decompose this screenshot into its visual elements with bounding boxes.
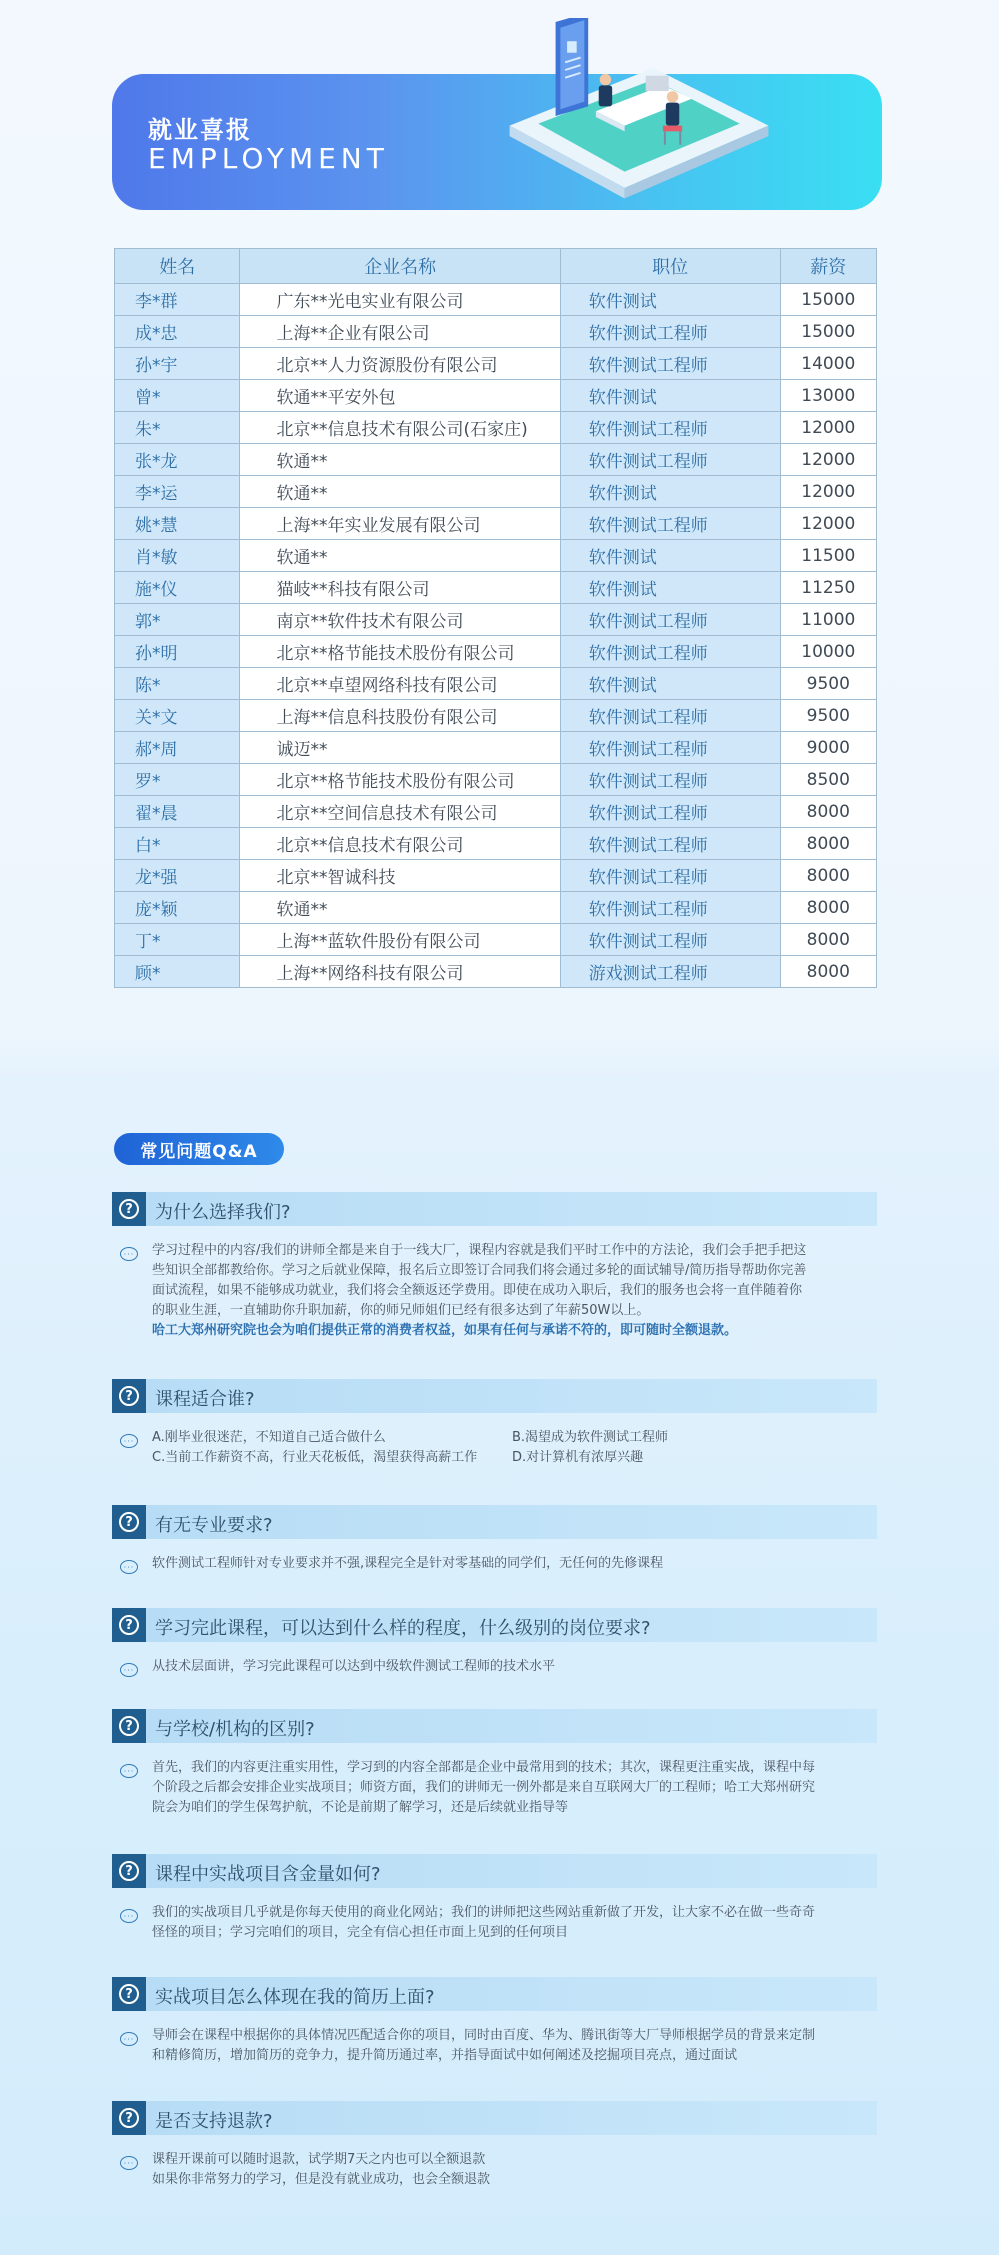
employee-name: 朱* (115, 412, 240, 444)
faq-question: 与学校/机构的区别? (155, 1719, 315, 1740)
employee-name: 孙*宇 (115, 348, 240, 380)
salary: 15000 (780, 284, 876, 316)
table-row (115, 508, 877, 540)
employment-table (114, 248, 877, 988)
job-position: 软件测试 (560, 284, 780, 316)
faq-answer-line: 课程开课前可以随时退款，试学期7天之内也可以全额退款 (152, 2152, 486, 2167)
salary: 12000 (780, 508, 876, 540)
faq-answer (152, 2026, 872, 2066)
faq-answer-line: 我们的实战项目几乎就是你每天使用的商业化网站；我们的讲师把这些网站重新做了开发，让大家不必在做一些奇奇 (152, 1905, 816, 1920)
employee-name: 关*文 (115, 700, 240, 732)
company-name: 软通** (240, 444, 560, 476)
faq-answer-line: 个阶段之后都会安排企业实战项目；师资方面，我们的讲师无一例外都是来自互联网大厂的工程师；哈工大郑州研究 (152, 1780, 816, 1795)
employee-name: 丁* (115, 924, 240, 956)
salary: 15000 (780, 316, 876, 348)
question-icon: ? (112, 1192, 146, 1226)
salary: 9500 (780, 668, 876, 700)
job-position: 软件测试工程师 (560, 828, 780, 860)
faq-answer-line: 如果你非常努力的学习，但是没有就业成功，也会全额退款 (152, 2172, 491, 2187)
banner-subtitle: EMPLOYMENT (148, 142, 389, 175)
salary: 8000 (780, 860, 876, 892)
chat-bubble-icon: ··· (120, 1434, 138, 1448)
chat-bubble-icon: ··· (120, 2156, 138, 2170)
job-position: 软件测试工程师 (560, 796, 780, 828)
table-row (115, 540, 877, 572)
table-row (115, 476, 877, 508)
job-position: 软件测试工程师 (560, 860, 780, 892)
job-position: 软件测试工程师 (560, 412, 780, 444)
faq-question: 课程中实战项目含金量如何? (155, 1864, 381, 1885)
table-row (115, 732, 877, 764)
employee-name: 李*运 (115, 476, 240, 508)
employee-name: 肖*敏 (115, 540, 240, 572)
employee-name: 白* (115, 828, 240, 860)
question-icon: ? (112, 1379, 146, 1413)
table-row (115, 284, 877, 316)
chat-bubble-icon: ··· (120, 1764, 138, 1778)
faq-option: D.对计算机有浓厚兴趣 (512, 1450, 644, 1465)
table-row (115, 348, 877, 380)
table-row (115, 860, 877, 892)
job-position: 软件测试工程师 (560, 764, 780, 796)
salary: 8000 (780, 796, 876, 828)
table-row (115, 316, 877, 348)
faq-question: 实战项目怎么体现在我的简历上面? (155, 1987, 435, 2008)
job-position: 软件测试工程师 (560, 892, 780, 924)
table-header-row (115, 249, 877, 284)
employee-name: 郭* (115, 604, 240, 636)
company-name: 上海**年实业发展有限公司 (240, 508, 560, 540)
job-position: 软件测试 (560, 668, 780, 700)
company-name: 上海**网络科技有限公司 (240, 956, 560, 988)
faq-answer-line: 软件测试工程师针对专业要求并不强,课程完全是针对零基础的同学们，无任何的先修课程 (152, 1556, 664, 1571)
table-row (115, 604, 877, 636)
faq-answer-line: 些知识全部都教给你。学习之后就业保障，报名后立即签订合同我们将会通过多轮的面试辅导/简历指导帮助你完善 (152, 1263, 807, 1278)
table-row (115, 828, 877, 860)
company-name: 广东**光电实业有限公司 (240, 284, 560, 316)
question-icon: ? (112, 1709, 146, 1743)
job-position: 游戏测试工程师 (560, 956, 780, 988)
employee-name: 庞*颖 (115, 892, 240, 924)
job-position: 软件测试工程师 (560, 444, 780, 476)
salary: 8500 (780, 764, 876, 796)
question-icon: ? (112, 2101, 146, 2135)
employee-name: 孙*明 (115, 636, 240, 668)
job-position: 软件测试 (560, 380, 780, 412)
faq-answer (152, 1758, 872, 1818)
salary: 14000 (780, 348, 876, 380)
employee-name: 陈* (115, 668, 240, 700)
faq-answer (152, 2150, 872, 2190)
employee-name: 成*忠 (115, 316, 240, 348)
employee-name: 李*群 (115, 284, 240, 316)
salary: 11500 (780, 540, 876, 572)
faq-option: B.渴望成为软件测试工程师 (512, 1430, 669, 1445)
company-name: 北京**空间信息技术有限公司 (240, 796, 560, 828)
company-name: 北京**信息技术有限公司(石家庄) (240, 412, 560, 444)
table-row (115, 892, 877, 924)
chat-bubble-icon: ··· (120, 2032, 138, 2046)
salary: 8000 (780, 828, 876, 860)
employee-name: 龙*强 (115, 860, 240, 892)
table-row (115, 636, 877, 668)
job-position: 软件测试工程师 (560, 316, 780, 348)
header-company: 企业名称 (240, 249, 560, 284)
header-name: 姓名 (115, 249, 240, 284)
chat-bubble-icon: ··· (120, 1909, 138, 1923)
faq-option: C.当前工作薪资不高，行业天花板低，渴望获得高薪工作 (152, 1450, 478, 1465)
employee-name: 张*龙 (115, 444, 240, 476)
faq-answer-line: 从技术层面讲，学习完此课程可以达到中级软件测试工程师的技术水平 (152, 1659, 556, 1674)
faq-question: 有无专业要求? (155, 1515, 273, 1536)
faq-option: A.刚毕业很迷茫，不知道自己适合做什么 (152, 1430, 386, 1445)
table-row (115, 412, 877, 444)
question-icon: ? (112, 1505, 146, 1539)
faq-answer-line: 学习过程中的内容/我们的讲师全都是来自于一线大厂，课程内容就是我们平时工作中的方法论，我们会手把手把这 (152, 1243, 807, 1258)
faq-answer-line: 怪怪的项目；学习完咱们的项目，完全有信心担任市面上见到的任何项目 (152, 1925, 569, 1940)
chat-bubble-icon: ··· (120, 1663, 138, 1677)
faq-answer-line: 导师会在课程中根据你的具体情况匹配适合你的项目，同时由百度、华为、腾讯街等大厂导师根据学员的背景来定制 (152, 2028, 816, 2043)
faq-option-row (152, 1428, 872, 1448)
company-name: 北京**信息技术有限公司 (240, 828, 560, 860)
faq-answer-line: 的职业生涯，一直辅助你升职加薪，你的师兄师姐们已经有很多达到了年薪50W以上。 (152, 1303, 650, 1318)
employee-name: 姚*慧 (115, 508, 240, 540)
faq-answer (152, 1903, 872, 1943)
faq-question: 学习完此课程，可以达到什么样的程度，什么级别的岗位要求? (155, 1618, 651, 1639)
table-row (115, 572, 877, 604)
job-position: 软件测试工程师 (560, 348, 780, 380)
salary: 13000 (780, 380, 876, 412)
job-position: 软件测试工程师 (560, 700, 780, 732)
faq-question: 为什么选择我们? (155, 1202, 291, 1223)
salary: 8000 (780, 924, 876, 956)
faq-option-row (152, 1448, 872, 1468)
job-position: 软件测试工程师 (560, 924, 780, 956)
faq-answer-line: 首先，我们的内容更注重实用性，学习到的内容全部都是企业中最常用到的技术；其次，课程更注重实战，课程中每 (152, 1760, 816, 1775)
question-icon: ? (112, 1854, 146, 1888)
company-name: 猫岐**科技有限公司 (240, 572, 560, 604)
faq-answer-line: 和精修简历，增加简历的竞争力，提升简历通过率，并指导面试中如何阐述及挖掘项目亮点，通过面试 (152, 2048, 738, 2063)
employee-name: 罗* (115, 764, 240, 796)
faq-title-pill: 常见问题Q&A (114, 1133, 284, 1165)
faq-answer (152, 1554, 872, 1574)
faq-question: 课程适合谁? (155, 1389, 255, 1410)
salary: 12000 (780, 476, 876, 508)
company-name: 软通** (240, 892, 560, 924)
company-name: 北京**人力资源股份有限公司 (240, 348, 560, 380)
company-name: 北京**卓望网络科技有限公司 (240, 668, 560, 700)
faq-answer (152, 1657, 872, 1677)
salary: 12000 (780, 444, 876, 476)
company-name: 北京**格节能技术股份有限公司 (240, 636, 560, 668)
salary: 11000 (780, 604, 876, 636)
job-position: 软件测试 (560, 476, 780, 508)
table-row (115, 668, 877, 700)
faq-question: 是否支持退款? (155, 2111, 273, 2132)
chat-bubble-icon: ··· (120, 1247, 138, 1261)
job-position: 软件测试工程师 (560, 636, 780, 668)
table-row (115, 700, 877, 732)
company-name: 软通**平安外包 (240, 380, 560, 412)
company-name: 软通** (240, 476, 560, 508)
job-position: 软件测试工程师 (560, 508, 780, 540)
salary: 10000 (780, 636, 876, 668)
job-position: 软件测试 (560, 540, 780, 572)
company-name: 北京**智诚科技 (240, 860, 560, 892)
employee-name: 施*仪 (115, 572, 240, 604)
employee-name: 顾* (115, 956, 240, 988)
company-name: 上海**信息科技股份有限公司 (240, 700, 560, 732)
employee-name: 郝*周 (115, 732, 240, 764)
header-position: 职位 (560, 249, 780, 284)
company-name: 南京**软件技术有限公司 (240, 604, 560, 636)
table-row (115, 956, 877, 988)
job-position: 软件测试工程师 (560, 604, 780, 636)
job-position: 软件测试工程师 (560, 732, 780, 764)
office-illustration-icon (500, 18, 778, 214)
table-row (115, 444, 877, 476)
salary: 8000 (780, 892, 876, 924)
table-row (115, 380, 877, 412)
faq-answer (152, 1428, 872, 1468)
employee-name: 翟*晨 (115, 796, 240, 828)
table-row (115, 924, 877, 956)
table-row (115, 796, 877, 828)
question-icon: ? (112, 1608, 146, 1642)
faq-answer-line: 面试流程，如果不能够成功就业，我们将会全额返还学费用。即使在成功入职后，我们的服务也会将一直伴随着你 (152, 1283, 803, 1298)
header-salary: 薪资 (780, 249, 876, 284)
table-row (115, 764, 877, 796)
chat-bubble-icon: ··· (120, 1560, 138, 1574)
faq-answer (152, 1241, 872, 1341)
question-icon: ? (112, 1977, 146, 2011)
company-name: 诚迈** (240, 732, 560, 764)
salary: 11250 (780, 572, 876, 604)
salary: 8000 (780, 956, 876, 988)
company-name: 北京**格节能技术股份有限公司 (240, 764, 560, 796)
salary: 9000 (780, 732, 876, 764)
employee-name: 曾* (115, 380, 240, 412)
company-name: 上海**蓝软件股份有限公司 (240, 924, 560, 956)
job-position: 软件测试 (560, 572, 780, 604)
salary: 9500 (780, 700, 876, 732)
company-name: 上海**企业有限公司 (240, 316, 560, 348)
company-name: 软通** (240, 540, 560, 572)
faq-answer-line: 院会为咱们的学生保驾护航，不论是前期了解学习，还是后续就业指导等 (152, 1800, 569, 1815)
salary: 12000 (780, 412, 876, 444)
faq-highlight: 哈工大郑州研究院也会为咱们提供正常的消费者权益，如果有任何与承诺不符的，即可随时全额退款。 (152, 1323, 738, 1338)
banner-title: 就业喜报 (148, 116, 252, 144)
